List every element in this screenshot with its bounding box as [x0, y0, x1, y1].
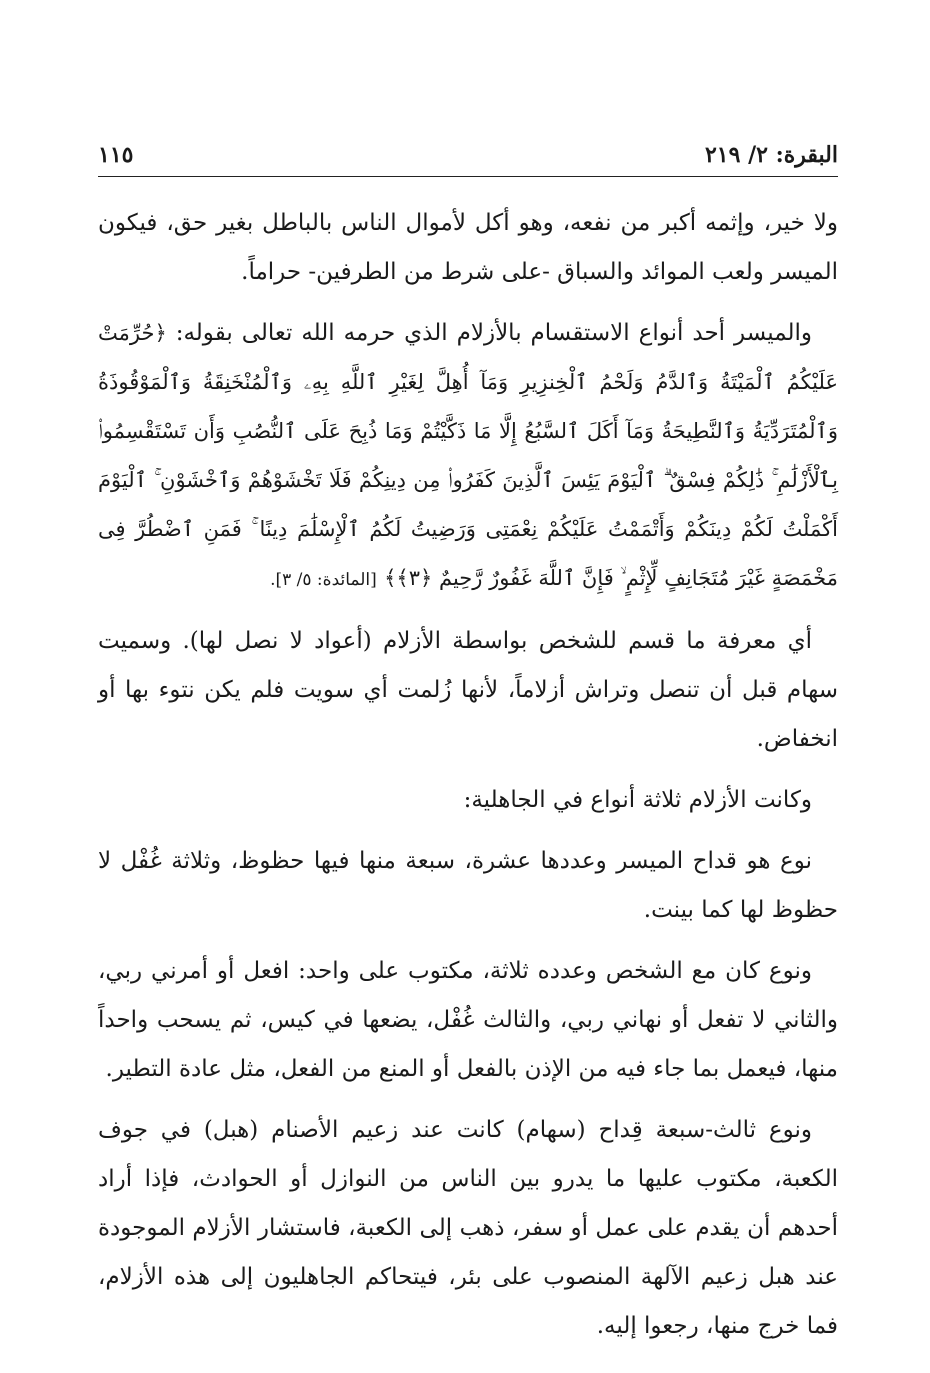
paragraph-continuation: ولا خير، وإثمه أكبر من نفعه، وهو أكل لأموال الناس بالباطل بغير حق، فيكون الميسر ولعب الموائد والسباق -على شرط من الطرفين- حراماً. [98, 210, 838, 285]
book-page [98, 142, 838, 1363]
paragraph: وكانت الأزلام ثلاثة أنواع في الجاهلية: [463, 787, 812, 813]
quran-verse: ﴿حُرِّمَتْ عَلَيْكُمُ ٱلْمَيْتَةُ وَٱلدَّمُ وَلَحْمُ ٱلْخِنزِيرِ وَمَآ أُهِلَّ لِغَيْرِ ٱللَّهِ بِهِۦ وَٱلْمُنْخَنِقَةُ وَٱلْمَوْقُوذَةُ وَٱلْمُتَرَدِّيَةُ وَٱلنَّطِيحَةُ وَمَآ أَكَلَ ٱلسَّبُعُ إِلَّا مَا ذَكَّيْتُمْ وَمَا ذُبِحَ عَلَى ٱلنُّصُبِ وَأَن تَسْتَقْسِمُوا۟ بِٱلْأَزْلَٰمِ ۚ ذَٰلِكُمْ فِسْقٌ ۗ ٱلْيَوْمَ يَئِسَ ٱلَّذِينَ كَفَرُوا۟ مِن دِينِكُمْ فَلَا تَخْشَوْهُمْ وَٱخْشَوْنِ ۚ ٱلْيَوْمَ أَكْمَلْتُ لَكُمْ دِينَكُمْ وَأَتْمَمْتُ عَلَيْكُمْ نِعْمَتِى وَرَضِيتُ لَكُمُ ٱلْإِسْلَٰمَ دِينًا ۚ فَمَنِ ٱضْطُرَّ فِى مَخْمَصَةٍ غَيْرَ مُتَجَانِفٍ لِّإِثْمٍ ۙ فَإِنَّ ٱللَّهَ غَفُورٌ رَّحِيمٌ ﴿٣﴾﴾ [98, 321, 838, 590]
paragraph: أي معرفة ما قسم للشخص بواسطة الأزلام (أعواد لا نصل لها). وسميت سهام قبل أن تنصل وتراش أزلاماً، لأنها زُلمت أي سويت فلم يكن نتوء بها أو انخفاض. [98, 628, 838, 752]
paragraph: ونوع كان مع الشخص وعدده ثلاثة، مكتوب على واحد: افعل أو أمرني ربي، والثاني لا تفعل أو نهاني ربي، والثالث غُفْل، يضعها في كيس، ثم يسحب واحداً منها، فيعمل بما جاء فيه من الإذن بالفعل أو المنع من الفعل، مثل عادة التطير. [98, 958, 838, 1082]
page-number: ١١٥ [98, 142, 134, 168]
running-title: البقرة: ٢/ ٢١٩ [704, 142, 838, 168]
paragraph: ونوع ثالث-سبعة قِداح (سهام) كانت عند زعيم الأصنام (هبل) في جوف الكعبة، مكتوب عليها ما يدرو بين الناس من النوازل أو الحوادث، فإذا أراد أحدهم أن يقدم على عمل أو سفر، ذهب إلى الكعبة، فاستشار الأزلام الموجودة عند هبل زعيم الآلهة المنصوب على بئر، فيتحاكم الجاهليون إلى هذه الأزلام، فما خرج منها، رجعوا إليه. [98, 1117, 838, 1339]
paragraph: نوع هو قداح الميسر وعددها عشرة، سبعة منها فيها حظوظ، وثلاثة غُفْل لا حظوظ لها كما بينت. [98, 848, 838, 923]
quran-intro: والميسر أحد أنواع الاستقسام بالأزلام الذي حرمه الله تعالى بقوله: [175, 320, 812, 346]
page-header [98, 142, 838, 177]
quran-quote-paragraph [98, 309, 838, 605]
verse-reference: [المائدة: ٥/ ٣]. [270, 570, 377, 590]
page-content [98, 199, 838, 1351]
